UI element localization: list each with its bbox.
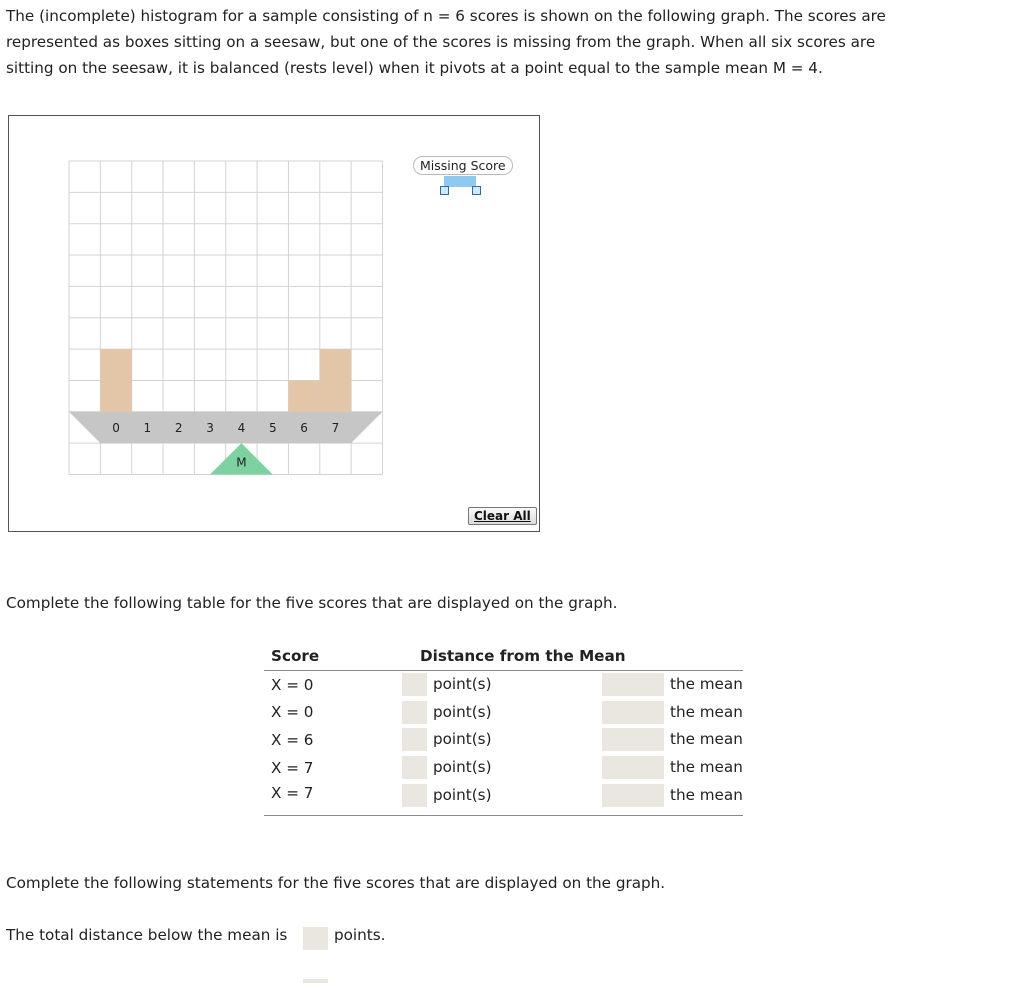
distance-input[interactable] (402, 673, 427, 696)
unit-label: point(s) (433, 730, 492, 749)
mean-label: the mean (670, 730, 743, 749)
next-statement-input[interactable] (303, 979, 328, 983)
direction-select[interactable] (602, 673, 664, 696)
distance-table (264, 642, 743, 816)
unit-label: point(s) (433, 702, 492, 721)
table-row (264, 781, 743, 816)
direction-select[interactable] (602, 701, 664, 724)
axis-tick-label: 5 (268, 420, 277, 435)
missing-score-label: Missing Score (413, 156, 513, 175)
axis-tick-label: 3 (206, 420, 214, 435)
mean-label: the mean (670, 675, 743, 694)
intro-line: sitting on the seesaw, it is balanced (rests level) when it pivots at a point equal to the sample mean M = 4. (6, 59, 823, 77)
mean-label: the mean (670, 758, 743, 777)
direction-select[interactable] (602, 784, 664, 807)
score-value: X = 7 (264, 781, 402, 816)
score-box (320, 380, 351, 411)
statements-instruction: Complete the following statements for the five scores that are displayed on the graph. (6, 874, 666, 892)
unit-label: point(s) (433, 758, 492, 777)
table-row (264, 671, 743, 699)
axis-tick-label: 1 (143, 420, 152, 435)
distance-input[interactable] (402, 701, 427, 724)
total-below-statement: The total distance below the mean is (6, 926, 288, 944)
resize-handle-left-icon[interactable] (440, 186, 449, 195)
score-header: Score (264, 642, 402, 671)
score-value: X = 7 (271, 758, 314, 777)
direction-select[interactable] (602, 756, 664, 779)
table-row (264, 699, 743, 727)
axis-tick-label: 2 (174, 420, 183, 435)
table-row (264, 754, 743, 782)
score-box (100, 380, 131, 411)
seesaw-histogram-widget (8, 115, 540, 532)
distance-input[interactable] (402, 784, 427, 807)
axis-tick-label: 0 (112, 420, 120, 435)
score-box (320, 349, 351, 380)
score-box (100, 349, 131, 380)
total-below-unit: points. (334, 926, 386, 944)
distance-header: Distance from the Mean (402, 642, 743, 671)
intro-line: represented as boxes sitting on a seesaw, but one of the scores is missing from the graph. When all six scores are (6, 33, 876, 51)
distance-input[interactable] (402, 728, 427, 751)
intro-text (6, 3, 1006, 81)
missing-score-draggable[interactable] (440, 176, 480, 192)
axis-tick-label: 6 (300, 420, 308, 435)
direction-select[interactable] (602, 728, 664, 751)
axis-tick-label: 7 (331, 420, 340, 435)
score-box (288, 380, 319, 411)
table-instruction: Complete the following table for the five scores that are displayed on the graph. (6, 594, 618, 612)
pivot-label: M (236, 455, 247, 470)
score-value: X = 0 (271, 675, 314, 694)
total-below-input[interactable] (303, 927, 328, 950)
axis-tick-label: 4 (237, 420, 246, 435)
intro-line: The (incomplete) histogram for a sample consisting of n = 6 scores is shown on the following graph. The scores are (6, 7, 886, 25)
unit-label: point(s) (433, 675, 492, 694)
clear-all-button[interactable]: Clear All (468, 507, 537, 525)
distance-input[interactable] (402, 756, 427, 779)
mean-label: the mean (670, 786, 743, 805)
score-value: X = 6 (271, 730, 314, 749)
mean-label: the mean (670, 702, 743, 721)
resize-handle-right-icon[interactable] (472, 186, 481, 195)
score-value: X = 0 (271, 703, 314, 722)
unit-label: point(s) (433, 786, 492, 805)
table-row (264, 726, 743, 754)
